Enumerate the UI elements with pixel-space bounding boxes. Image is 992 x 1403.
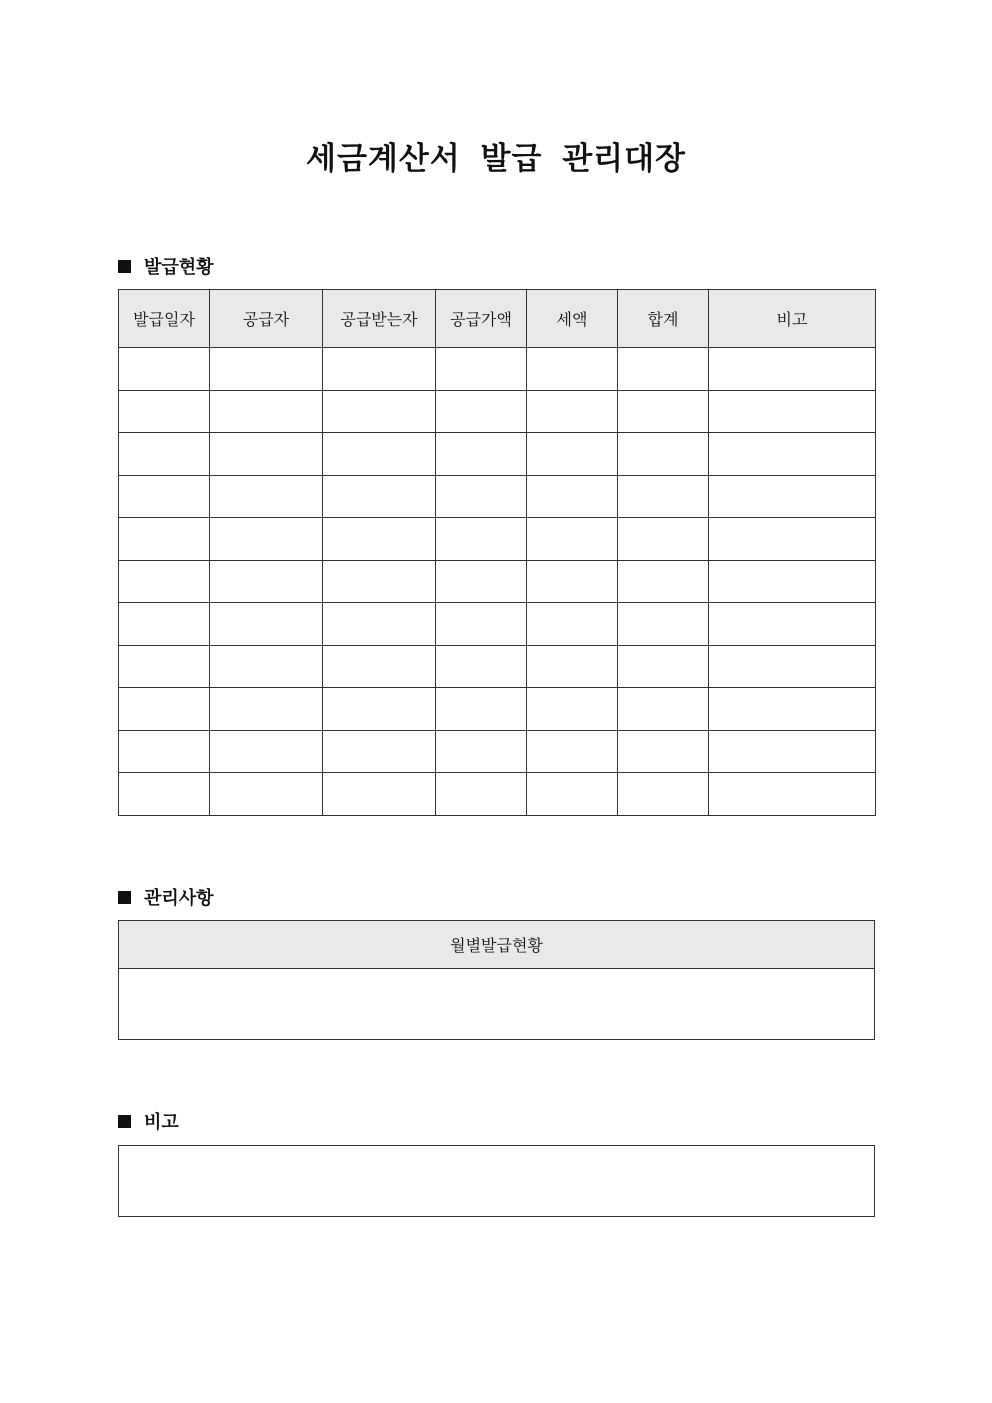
cell-issue-date[interactable] bbox=[119, 433, 210, 476]
cell-issue-date[interactable] bbox=[119, 730, 210, 773]
table-row bbox=[119, 560, 876, 603]
cell-supply-amount[interactable] bbox=[436, 518, 527, 561]
cell-total[interactable] bbox=[618, 688, 709, 731]
cell-recipient[interactable] bbox=[323, 773, 436, 816]
cell-issue-date[interactable] bbox=[119, 390, 210, 433]
column-header-total: 합계 bbox=[618, 290, 709, 348]
cell-supply-amount[interactable] bbox=[436, 560, 527, 603]
table-row bbox=[119, 645, 876, 688]
cell-remarks[interactable] bbox=[709, 348, 876, 391]
cell-total[interactable] bbox=[618, 645, 709, 688]
cell-supplier[interactable] bbox=[210, 645, 323, 688]
table-row bbox=[119, 603, 876, 646]
management-content-cell[interactable] bbox=[119, 969, 875, 1040]
cell-issue-date[interactable] bbox=[119, 603, 210, 646]
cell-supply-amount[interactable] bbox=[436, 773, 527, 816]
cell-tax-amount[interactable] bbox=[527, 730, 618, 773]
section-heading-label: 발급현황 bbox=[144, 257, 214, 278]
cell-remarks[interactable] bbox=[709, 688, 876, 731]
cell-supply-amount[interactable] bbox=[436, 645, 527, 688]
column-header-tax-amount: 세액 bbox=[527, 290, 618, 348]
column-header-supply-amount: 공급가액 bbox=[436, 290, 527, 348]
cell-tax-amount[interactable] bbox=[527, 518, 618, 561]
table-row bbox=[119, 1146, 875, 1217]
cell-total[interactable] bbox=[618, 348, 709, 391]
cell-recipient[interactable] bbox=[323, 433, 436, 476]
cell-tax-amount[interactable] bbox=[527, 603, 618, 646]
cell-total[interactable] bbox=[618, 773, 709, 816]
cell-supply-amount[interactable] bbox=[436, 433, 527, 476]
cell-recipient[interactable] bbox=[323, 348, 436, 391]
cell-issue-date[interactable] bbox=[119, 518, 210, 561]
cell-supplier[interactable] bbox=[210, 390, 323, 433]
cell-supplier[interactable] bbox=[210, 688, 323, 731]
table-row bbox=[119, 773, 876, 816]
cell-tax-amount[interactable] bbox=[527, 348, 618, 391]
monthly-issue-status-header: 월별발급현황 bbox=[119, 921, 875, 969]
cell-recipient[interactable] bbox=[323, 560, 436, 603]
cell-remarks[interactable] bbox=[709, 433, 876, 476]
cell-remarks[interactable] bbox=[709, 773, 876, 816]
cell-recipient[interactable] bbox=[323, 390, 436, 433]
cell-tax-amount[interactable] bbox=[527, 645, 618, 688]
cell-total[interactable] bbox=[618, 603, 709, 646]
page-title: 세금계산서 발급 관리대장 bbox=[306, 141, 686, 177]
management-table bbox=[118, 920, 875, 1040]
cell-remarks[interactable] bbox=[709, 730, 876, 773]
cell-tax-amount[interactable] bbox=[527, 560, 618, 603]
cell-supplier[interactable] bbox=[210, 560, 323, 603]
cell-supply-amount[interactable] bbox=[436, 390, 527, 433]
cell-supplier[interactable] bbox=[210, 773, 323, 816]
remarks-content-cell[interactable] bbox=[119, 1146, 875, 1217]
cell-issue-date[interactable] bbox=[119, 645, 210, 688]
cell-tax-amount[interactable] bbox=[527, 390, 618, 433]
cell-supply-amount[interactable] bbox=[436, 475, 527, 518]
column-header-remarks: 비고 bbox=[709, 290, 876, 348]
cell-issue-date[interactable] bbox=[119, 348, 210, 391]
filled-square-icon bbox=[118, 260, 131, 273]
section-heading-management bbox=[118, 884, 214, 910]
cell-supplier[interactable] bbox=[210, 348, 323, 391]
cell-tax-amount[interactable] bbox=[527, 475, 618, 518]
cell-recipient[interactable] bbox=[323, 730, 436, 773]
table-row bbox=[119, 688, 876, 731]
cell-total[interactable] bbox=[618, 390, 709, 433]
cell-supplier[interactable] bbox=[210, 730, 323, 773]
cell-total[interactable] bbox=[618, 433, 709, 476]
section-heading-remarks bbox=[118, 1108, 179, 1134]
cell-remarks[interactable] bbox=[709, 560, 876, 603]
cell-supplier[interactable] bbox=[210, 518, 323, 561]
cell-supplier[interactable] bbox=[210, 603, 323, 646]
cell-total[interactable] bbox=[618, 560, 709, 603]
filled-square-icon bbox=[118, 891, 131, 904]
cell-total[interactable] bbox=[618, 730, 709, 773]
column-header-issue-date: 발급일자 bbox=[119, 290, 210, 348]
cell-issue-date[interactable] bbox=[119, 475, 210, 518]
cell-remarks[interactable] bbox=[709, 475, 876, 518]
table-row bbox=[119, 518, 876, 561]
cell-issue-date[interactable] bbox=[119, 773, 210, 816]
remarks-table bbox=[118, 1145, 875, 1217]
column-header-supplier: 공급자 bbox=[210, 290, 323, 348]
issue-status-table-body bbox=[119, 348, 876, 816]
cell-recipient[interactable] bbox=[323, 645, 436, 688]
cell-supply-amount[interactable] bbox=[436, 688, 527, 731]
column-header-recipient: 공급받는자 bbox=[323, 290, 436, 348]
cell-recipient[interactable] bbox=[323, 603, 436, 646]
section-heading-label: 비고 bbox=[144, 1112, 179, 1133]
cell-total[interactable] bbox=[618, 518, 709, 561]
cell-recipient[interactable] bbox=[323, 475, 436, 518]
cell-issue-date[interactable] bbox=[119, 560, 210, 603]
cell-recipient[interactable] bbox=[323, 518, 436, 561]
table-row bbox=[119, 969, 875, 1040]
cell-remarks[interactable] bbox=[709, 390, 876, 433]
cell-remarks[interactable] bbox=[709, 518, 876, 561]
cell-supply-amount[interactable] bbox=[436, 348, 527, 391]
cell-supply-amount[interactable] bbox=[436, 730, 527, 773]
table-row bbox=[119, 730, 876, 773]
cell-remarks[interactable] bbox=[709, 645, 876, 688]
cell-remarks[interactable] bbox=[709, 603, 876, 646]
section-heading-label: 관리사항 bbox=[144, 888, 214, 909]
filled-square-icon bbox=[118, 1115, 131, 1128]
cell-supplier[interactable] bbox=[210, 433, 323, 476]
section-heading-issue-status bbox=[118, 253, 214, 279]
cell-supply-amount[interactable] bbox=[436, 603, 527, 646]
table-row bbox=[119, 475, 876, 518]
table-header-row bbox=[119, 921, 875, 969]
cell-supplier[interactable] bbox=[210, 475, 323, 518]
cell-tax-amount[interactable] bbox=[527, 433, 618, 476]
cell-tax-amount[interactable] bbox=[527, 773, 618, 816]
issue-status-table bbox=[118, 289, 876, 816]
cell-tax-amount[interactable] bbox=[527, 688, 618, 731]
cell-issue-date[interactable] bbox=[119, 688, 210, 731]
table-row bbox=[119, 433, 876, 476]
table-row bbox=[119, 348, 876, 391]
table-header-row bbox=[119, 290, 876, 348]
cell-total[interactable] bbox=[618, 475, 709, 518]
table-row bbox=[119, 390, 876, 433]
cell-recipient[interactable] bbox=[323, 688, 436, 731]
